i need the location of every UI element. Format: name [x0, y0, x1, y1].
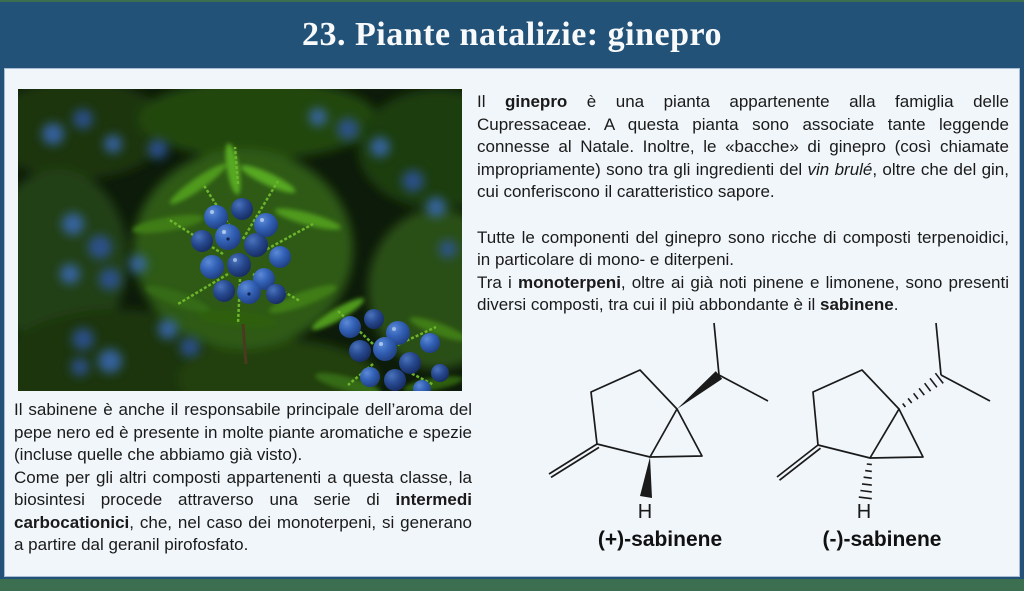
minus-sabinene-structure — [762, 322, 1002, 522]
solid-wedge-hydrogen — [640, 457, 652, 498]
monoterpeni-bold: monoterpeni — [517, 272, 621, 292]
slide-content — [4, 68, 1020, 577]
paragraph-sabinene-aroma: Il sabinene è anche il responsabile principale dell’aroma del pepe nero ed è presente in molte piante aromatiche e spezie (incluse quelle che abbiamo già visto). — [14, 400, 472, 464]
exocyclic-double-bond-1 — [777, 445, 818, 477]
slide-header — [0, 2, 1024, 68]
juniper-photo — [18, 89, 462, 391]
paragraph-terpeni: Tutte le componenti del ginepro sono ricche di composti terpenoidici, in particolare di mono- e diterpeni. — [477, 227, 1009, 269]
hashed-wedge-isopropyl — [903, 373, 944, 407]
paragraph-biosintesi — [14, 467, 472, 557]
sabinene-bold: sabinene — [820, 295, 894, 314]
intro-text: è una pianta appartenente alla famiglia delle Cupressaceae. A questa pianta sono associate tante leggende connesse al Natale. Inoltre, le «bacche» di ginepro (così chiamate impropriamente) sono tra gli ingredienti del — [477, 92, 1009, 179]
methyl-bond-right — [719, 375, 768, 401]
intro-bold-ginepro: ginepro — [504, 92, 568, 111]
hashed-wedge-hydrogen — [859, 464, 872, 499]
intro-text: , oltre che del gin, cui conferiscono il caratteristico sapore. — [477, 159, 1009, 201]
exocyclic-double-bond-2 — [780, 448, 821, 480]
paragraph-intro — [477, 91, 1009, 204]
solid-wedge-isopropyl — [677, 371, 722, 409]
monoterpeni-text: , oltre ai già noti pinene e limonene, sono presenti diversi composti, tra cui il più abbondante è il — [477, 272, 1010, 314]
left-text-column — [14, 399, 472, 557]
methyl-bond-right — [941, 375, 990, 401]
cyclopentane-ring — [591, 370, 677, 457]
plus-sabinene-structure — [540, 322, 780, 522]
minus-sabinene-label: (-)-sabinene — [822, 528, 942, 551]
monoterpeni-text: . — [893, 295, 899, 314]
molecule-plus-sabinene — [540, 322, 780, 552]
hydrogen-label: H — [637, 501, 653, 522]
intro-text: Il — [477, 92, 505, 111]
biosintesi-text: Come per gli altri composti appartenenti a questa classe, la biosintesi procede attraverso una serie di — [14, 467, 472, 509]
methyl-bond-up — [714, 323, 719, 375]
exocyclic-double-bond-2 — [551, 447, 599, 477]
methyl-bond-up — [936, 323, 941, 375]
page-title: 23. Piante natalizie: ginepro — [302, 16, 722, 53]
cyclopropane-ring — [870, 409, 923, 458]
hydrogen-label: H — [856, 501, 872, 522]
paragraph-monoterpeni — [477, 272, 1009, 317]
right-text-column — [477, 91, 1009, 317]
intro-italic-vin-brule: vin brulé — [807, 159, 873, 179]
exocyclic-double-bond-1 — [549, 444, 597, 474]
biosintesi-bold: intermedi carbocationici — [14, 490, 472, 532]
cyclopentane-ring — [813, 370, 899, 458]
molecule-minus-sabinene — [762, 322, 1002, 552]
plus-sabinene-label: (+)-sabinene — [597, 528, 723, 551]
monoterpeni-text: Tra i — [477, 272, 518, 292]
biosintesi-text: , che, nel caso dei monoterpeni, si generano a partire dal geranil pirofosfato. — [14, 512, 472, 554]
cyclopropane-ring — [650, 409, 702, 457]
